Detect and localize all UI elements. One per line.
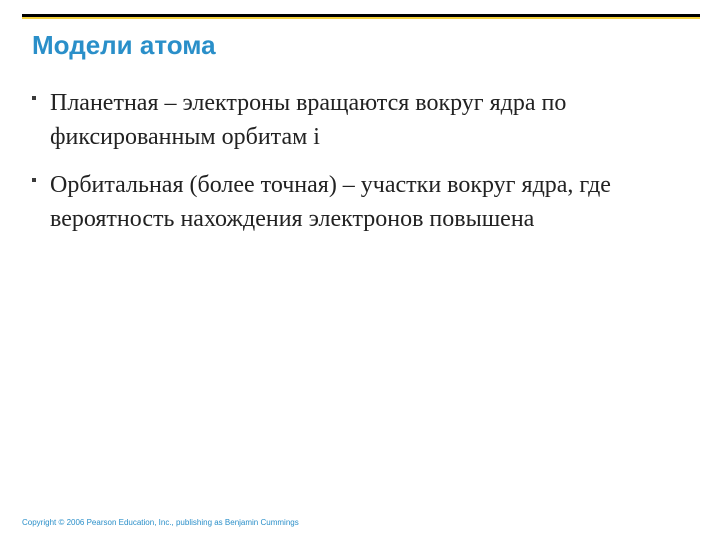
slide-title: Модели атома	[32, 30, 216, 60]
bullet-list	[32, 86, 692, 250]
copyright-footer: Copyright © 2006 Pearson Education, Inc., publishing as Benjamin Cummings	[22, 518, 299, 527]
bullet-text: Орбитальная (более точная) – участки вокруг ядра, где вероятность нахождения электронов повышена	[50, 172, 611, 232]
bullet-item-planetary	[32, 86, 692, 154]
header-rule-yellow	[22, 17, 700, 19]
bullet-icon	[32, 178, 36, 182]
bullet-icon	[32, 96, 36, 100]
bullet-text: Планетная – электроны вращаются вокруг ядра по фиксированным орбитам i	[50, 90, 567, 150]
header-rule	[22, 14, 700, 18]
bullet-item-orbital	[32, 168, 692, 236]
